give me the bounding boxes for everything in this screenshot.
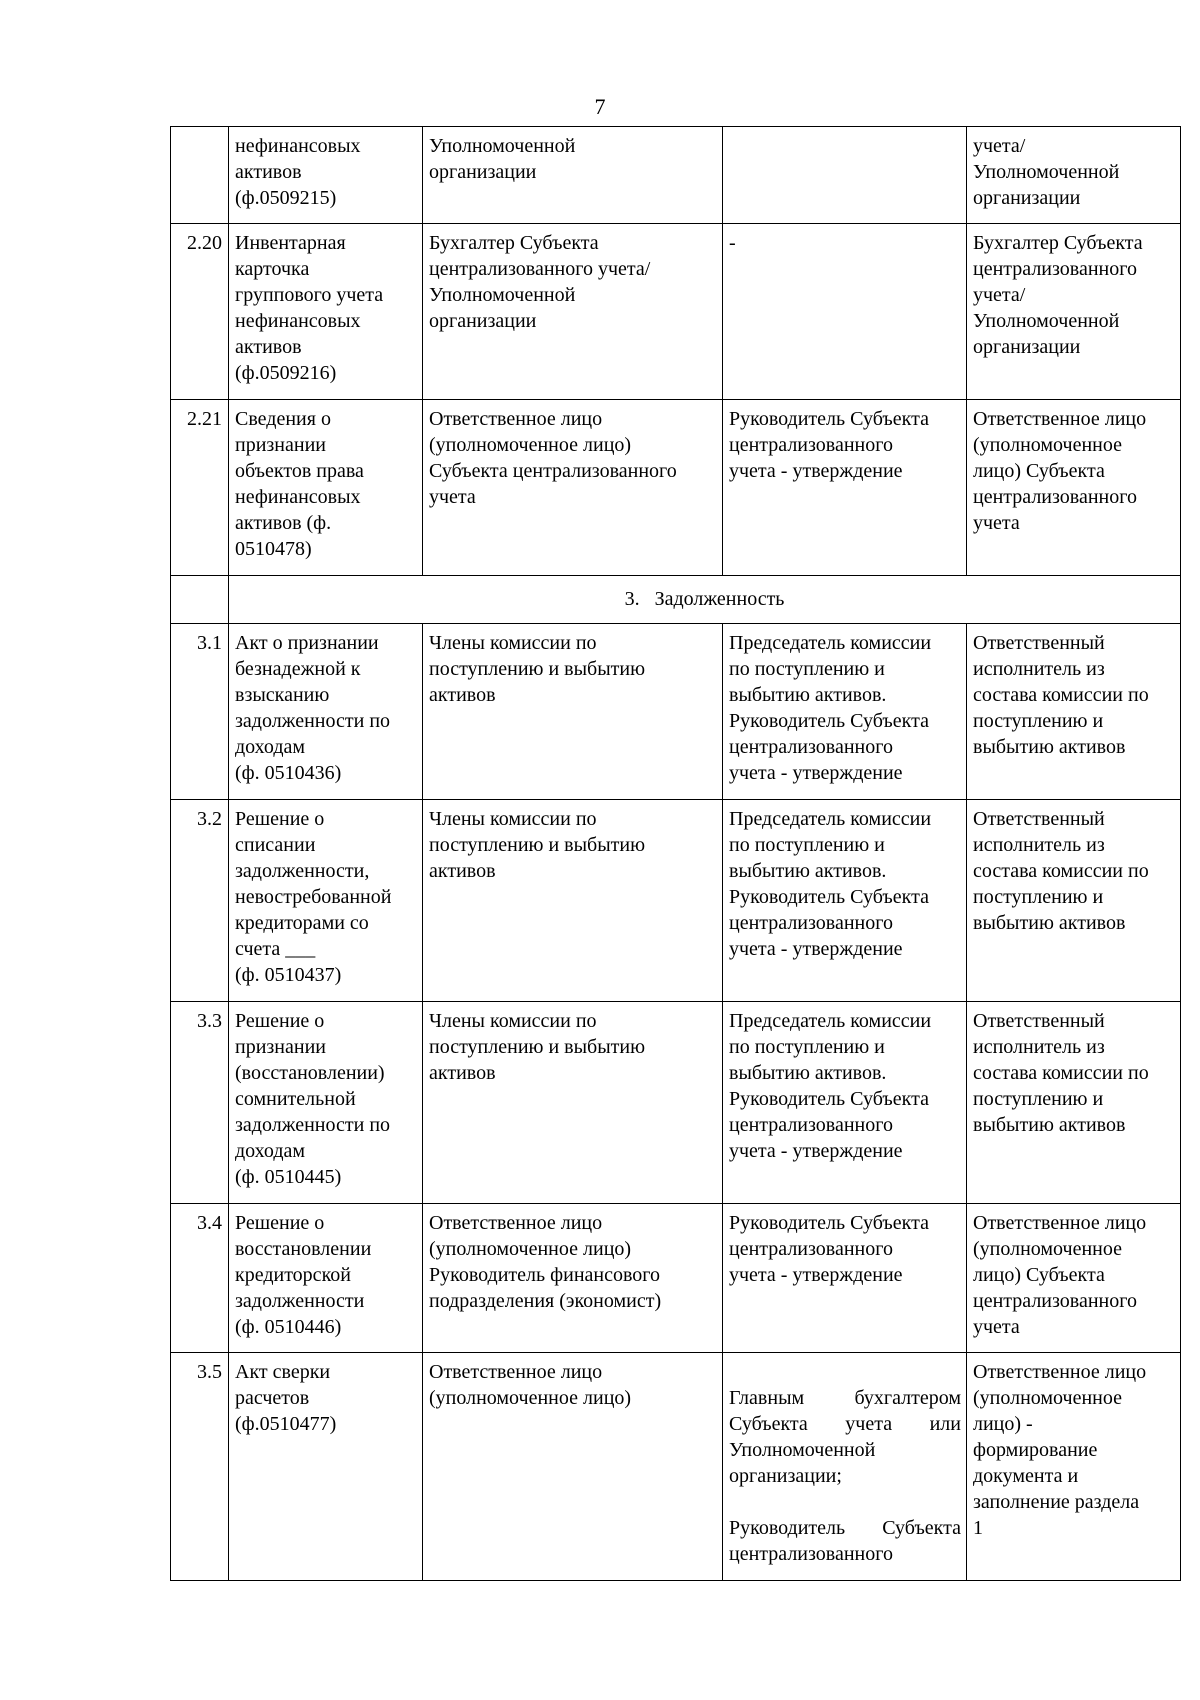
document-name-cell: Инвентарная карточка группового учета нефинансовых активов (ф.0509216) [229, 224, 423, 400]
responsible-cell: Ответственный исполнитель из состава комиссии по поступлению и выбытию активов [967, 1002, 1181, 1204]
paragraph-gap [729, 1489, 961, 1515]
document-name-cell: Решение о списании задолженности, невостребованной кредиторами со счета ___ (ф. 0510437) [229, 800, 423, 1002]
table-row [171, 1002, 1181, 1204]
section-number: 3. [624, 588, 640, 610]
section-header-row [171, 576, 1181, 624]
table-row [171, 127, 1181, 224]
document-name-cell: Решение о восстановлении кредиторской задолженности (ф. 0510446) [229, 1204, 423, 1353]
signer-cell [723, 1353, 967, 1581]
row-number: 2.20 [171, 224, 229, 400]
creator-cell: Ответственное лицо (уполномоченное лицо) [423, 1353, 723, 1581]
row-number: 3.4 [171, 1204, 229, 1353]
creator-cell: Члены комиссии по поступлению и выбытию активов [423, 624, 723, 800]
table-row [171, 1204, 1181, 1353]
signer-cell: Председатель комиссии по поступлению и выбытию активов. Руководитель Субъекта централизованного учета - утверждение [723, 800, 967, 1002]
signer-paragraph: Руководитель Субъекта централизованного [729, 1517, 961, 1565]
table-row [171, 624, 1181, 800]
creator-cell: Члены комиссии по поступлению и выбытию активов [423, 1002, 723, 1204]
row-number: 2.21 [171, 400, 229, 576]
document-name-cell: Сведения о признании объектов права нефинансовых активов (ф. 0510478) [229, 400, 423, 576]
creator-cell: Бухгалтер Субъекта централизованного учета/ Уполномоченной организации [423, 224, 723, 400]
table-row [171, 400, 1181, 576]
row-number: 3.3 [171, 1002, 229, 1204]
signer-cell: Руководитель Субъекта централизованного учета - утверждение [723, 1204, 967, 1353]
row-number: 3.2 [171, 800, 229, 1002]
row-number [171, 127, 229, 224]
section-title-cell [229, 576, 1181, 624]
creator-cell: Ответственное лицо (уполномоченное лицо) Руководитель финансового подразделения (экономист) [423, 1204, 723, 1353]
signer-cell: - [723, 224, 967, 400]
document-name-cell: Решение о признании (восстановлении) сомнительной задолженности по доходам (ф. 0510445) [229, 1002, 423, 1204]
responsible-cell: Ответственное лицо (уполномоченное лицо) Субъекта централизованного учета [967, 400, 1181, 576]
document-name-cell: нефинансовых активов (ф.0509215) [229, 127, 423, 224]
signer-cell: Руководитель Субъекта централизованного учета - утверждение [723, 400, 967, 576]
creator-cell: Члены комиссии по поступлению и выбытию активов [423, 800, 723, 1002]
table-row [171, 1353, 1181, 1581]
signer-cell [723, 127, 967, 224]
responsible-cell: Бухгалтер Субъекта централизованного учета/ Уполномоченной организации [967, 224, 1181, 400]
row-number: 3.5 [171, 1353, 229, 1581]
table-row [171, 800, 1181, 1002]
signer-cell: Председатель комиссии по поступлению и выбытию активов. Руководитель Субъекта централизованного учета - утверждение [723, 1002, 967, 1204]
section-spacer-cell [171, 576, 229, 624]
document-name-cell: Акт сверки расчетов (ф.0510477) [229, 1353, 423, 1581]
section-title: Задолженность [654, 588, 785, 610]
responsible-cell: Ответственное лицо (уполномоченное лицо) Субъекта централизованного учета [967, 1204, 1181, 1353]
signer-paragraph: Главным бухгалтером Субъекта учета или Уполномоченной организации; [729, 1387, 961, 1487]
document-table [170, 126, 1181, 1581]
creator-cell: Ответственное лицо (уполномоченное лицо) Субъекта централизованного учета [423, 400, 723, 576]
responsible-cell: Ответственный исполнитель из состава комиссии по поступлению и выбытию активов [967, 800, 1181, 1002]
table-row [171, 224, 1181, 400]
responsible-cell: Ответственное лицо (уполномоченное лицо) - формирование документа и заполнение раздела 1 [967, 1353, 1181, 1581]
page-number: 7 [594, 94, 606, 119]
signer-cell: Председатель комиссии по поступлению и выбытию активов. Руководитель Субъекта централизованного учета - утверждение [723, 624, 967, 800]
responsible-cell: учета/ Уполномоченной организации [967, 127, 1181, 224]
responsible-cell: Ответственный исполнитель из состава комиссии по поступлению и выбытию активов [967, 624, 1181, 800]
row-number: 3.1 [171, 624, 229, 800]
creator-cell: Уполномоченной организации [423, 127, 723, 224]
document-name-cell: Акт о признании безнадежной к взысканию задолженности по доходам (ф. 0510436) [229, 624, 423, 800]
